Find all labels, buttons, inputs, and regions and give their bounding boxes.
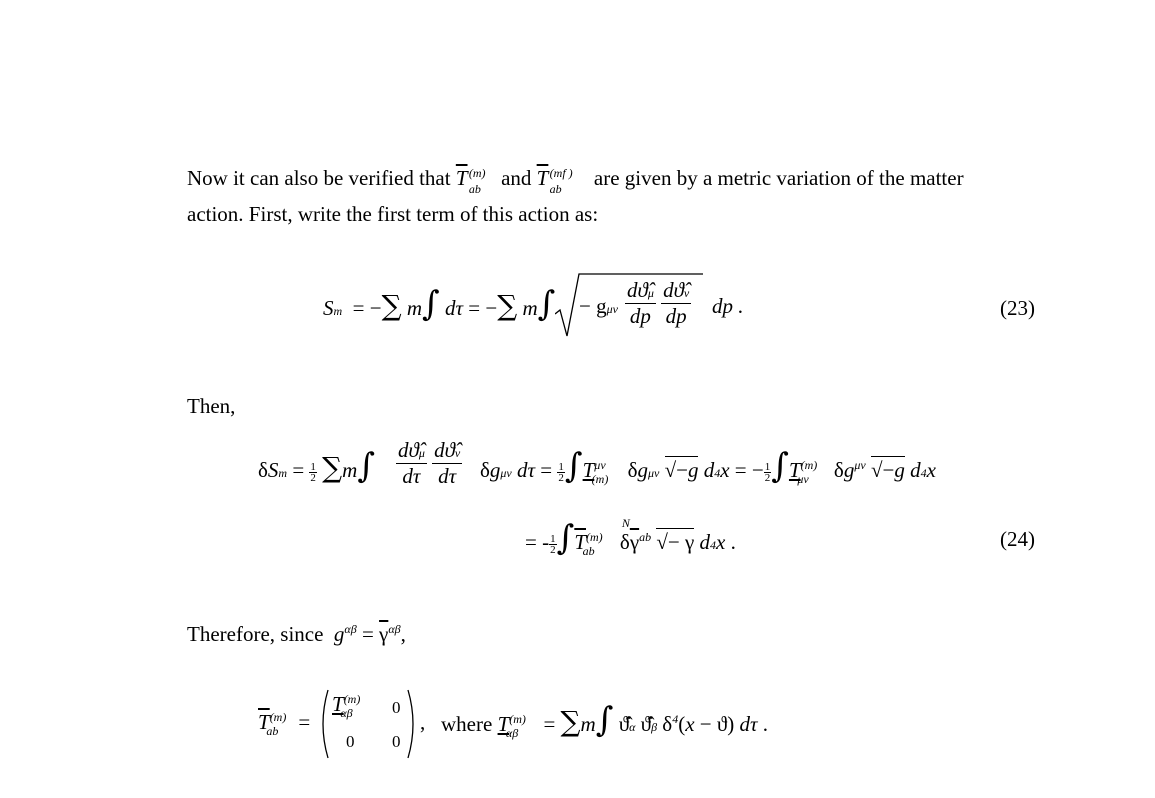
equation-rhs: = − [347,296,382,320]
equation-24-line-1: δSm = $\frac{1}{2} \sum m\int$ $\frac{dϑ̂\mu}{d\tau}$ $\frac{dϑ̂\nu}{d\tau}$ δgμν dτ = $\frac{1}{2}\int T^{\mu\nu}_{(m)}$ δgμν √−g d4x = − $\frac{1}{2}\int T^{(m)}_{\mu\nu}$ $\delta g^{\mu\nu}$ √−g d4x [258,438,936,488]
paragraph-line-2: action. First, write the first term of this action as: [187,202,599,226]
last-equation: $\overline{T}^{(m)}_{ab}$ = $T^{(m)}_{\alpha\beta}$ 0 0 0 , where $T^{(m)}_{\alpha\beta} = \sum m\int$ ϑ̂̇α ϑ̂̇β $\delta^4(x - ϑ)$ dτ . [258,688,818,760]
fraction: $\frac{dϑ̂\mu}{dp}$ [627,278,654,328]
matrix-entry: 0 [392,698,401,717]
therefore-text: Therefore, since [187,622,324,646]
matrix-entry: 0 [346,732,355,751]
where-text: where [441,712,493,736]
action-symbol: S [323,296,334,320]
tensor-T-ab-mf: $\overline{T}$ (mf ) ab [536,166,573,196]
equation-number-24: (24) [1000,527,1035,551]
therefore-line: Therefore, since $g^{\alpha\beta} = \overline{\gamma}^{\alpha\beta}$, [187,622,406,646]
equation-number-23: (23) [1000,296,1035,320]
paragraph-line-1 [187,166,964,196]
tensor-T-ab-m: $\overline{T}$ (m) ab [455,166,486,196]
fraction: $\frac{dϑ̂\mu}{d\tau}$ [398,438,425,488]
text-segment: Now it can also be verified that [187,166,451,190]
then-text: Then, [187,394,236,418]
fraction: $\frac{dϑ̂\nu}{dp}$ [663,278,690,328]
text-segment: and [501,166,532,190]
equation-tail: dp . [712,294,744,318]
text-segment: are given by a metric variation of the matter [593,166,964,190]
fraction: $\frac{dϑ̂\nu}{d\tau}$ [434,438,461,488]
matrix-entry: 0 [392,732,401,751]
